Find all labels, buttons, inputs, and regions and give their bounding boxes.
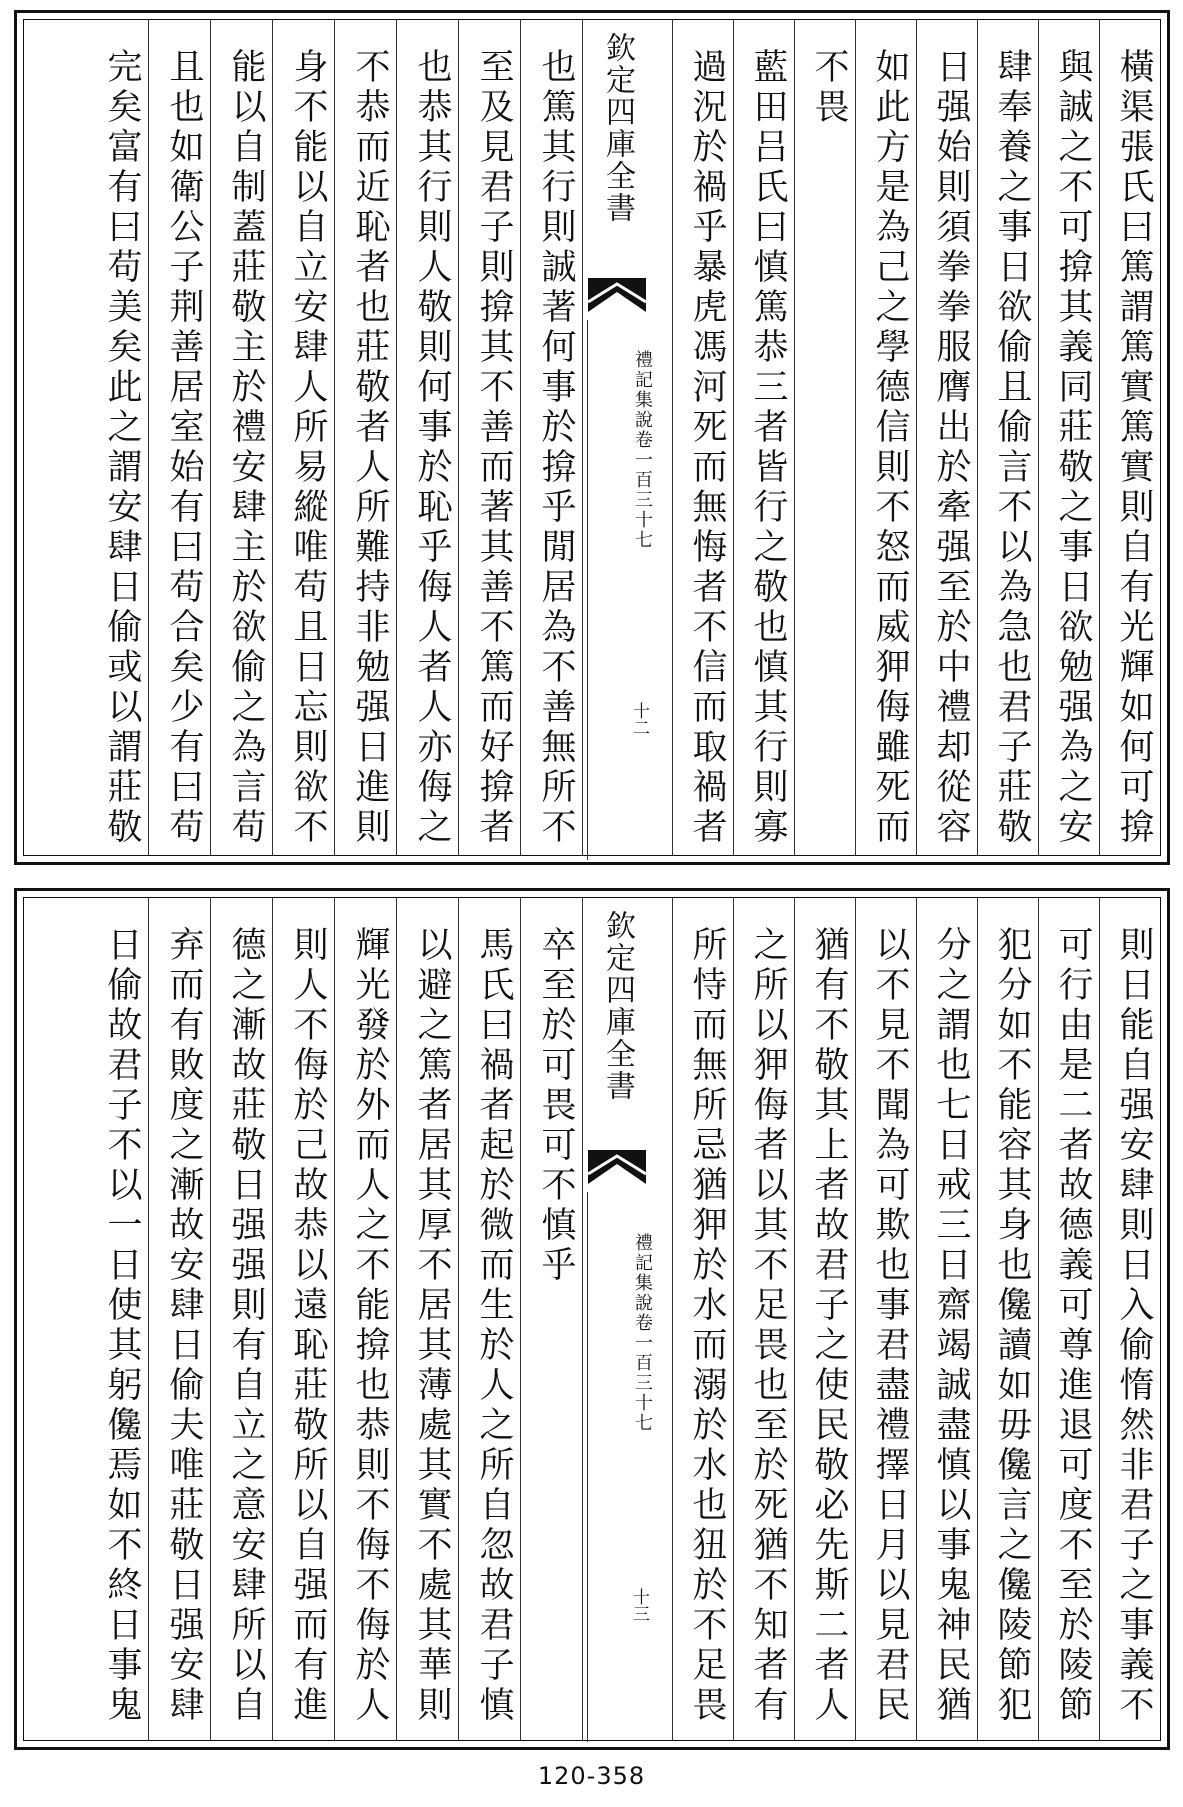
text-column: 至及見君子則揜其不善而著其善不篤而好揜者 xyxy=(458,20,520,855)
volume-label: 禮記集說卷一百三十七 xyxy=(632,350,653,550)
text-column: 也篤其行則誠著何事於揜乎閒居為不善無所不 xyxy=(520,20,582,855)
text-column: 不恭而近恥者也莊敬者人所難持非勉强日進則 xyxy=(334,20,396,855)
text-column: 且也如衛公子荆善居室始有曰苟合矣少有曰苟 xyxy=(148,20,210,855)
text-column: 與誠之不可揜其義同莊敬之事日欲勉强為之安 xyxy=(1038,20,1099,855)
text-column: 完矣富有曰苟美矣此之謂安肆日偷或以謂莊敬 xyxy=(102,48,142,848)
text-column: 弃而有敗度之漸故安肆日偷夫唯莊敬日强安肆 xyxy=(148,898,210,1740)
text-column: 藍田吕氏曰慎篤恭三者皆行之敬也慎其行則寡 xyxy=(733,20,794,855)
text-column: 日偷故君子不以一日使其躬儳焉如不終日事鬼 xyxy=(102,926,142,1726)
text-column: 猶有不敬其上者故君子之使民敬必先斯二者人 xyxy=(794,898,855,1740)
center-fold xyxy=(582,20,672,855)
text-column: 不畏 xyxy=(794,20,855,855)
text-column: 犯分如不能容其身也儳讀如毋儳言之儳陵節犯 xyxy=(977,898,1038,1740)
text-column: 以避之篤者居其厚不居其薄處其實不處其華則 xyxy=(396,898,458,1740)
text-column: 以不見不聞為可欺也事君盡禮擇日月以見君民 xyxy=(855,898,916,1740)
text-column: 輝光發於外而人之不能揜也恭則不侮不侮於人 xyxy=(334,898,396,1740)
text-column: 德之漸故莊敬日强强則有自立之意安肆所以自 xyxy=(210,898,272,1740)
book-title: 欽定四庫全書 xyxy=(600,910,635,1102)
text-column: 馬氏曰禍者起於微而生於人之所自忽故君子慎 xyxy=(458,898,520,1740)
top-page-frame xyxy=(23,19,1161,856)
page-number: 十二 xyxy=(629,702,649,736)
page-number: 十三 xyxy=(629,1588,649,1622)
fold-line xyxy=(587,1192,588,1742)
fish-tail-icon xyxy=(588,1150,646,1184)
bottom-columns xyxy=(24,898,1160,1740)
text-column: 則人不侮於己故恭以遠恥莊敬所以自强而有進 xyxy=(272,898,334,1740)
text-column: 能以自制蓋莊敬主於禮安肆主於欲偷之為言苟 xyxy=(210,20,272,855)
bottom-page-frame xyxy=(23,897,1161,1741)
text-column: 也恭其行則人敬則何事於恥乎侮人者人亦侮之 xyxy=(396,20,458,855)
text-column: 過況於禍乎暴虎馮河死而無悔者不信而取禍者 xyxy=(672,20,733,855)
text-column: 如此方是為己之學德信則不怒而威狎侮雖死而 xyxy=(855,20,916,855)
fold-line xyxy=(587,320,588,860)
text-column: 日强始則須拳拳服膺出於牽强至於中禮却從容 xyxy=(916,20,977,855)
center-fold xyxy=(582,898,672,1740)
text-column: 所恃而無所忌猶狎於水而溺於水也狃於不足畏 xyxy=(672,898,733,1740)
top-columns xyxy=(24,20,1160,855)
page-code: 120-358 xyxy=(537,1762,646,1790)
book-title: 欽定四庫全書 xyxy=(600,32,635,224)
text-column: 卒至於可畏可不慎乎 xyxy=(520,898,582,1740)
text-column: 橫渠張氏曰篤謂篤實篤實則自有光輝如何可揜 xyxy=(1099,20,1160,855)
top-page xyxy=(14,10,1170,865)
text-column: 肆奉養之事日欲偷且偷言不以為急也君子莊敬 xyxy=(977,20,1038,855)
fish-tail-icon xyxy=(588,278,646,312)
text-column: 之所以狎侮者以其不足畏也至於死猶不知者有 xyxy=(733,898,794,1740)
volume-label: 禮記集說卷一百三十七 xyxy=(632,1233,653,1433)
text-column: 分之謂也七日戒三日齋竭誠盡慎以事鬼神民猶 xyxy=(916,898,977,1740)
bottom-page xyxy=(14,888,1170,1750)
text-column: 可行由是二者故德義可尊進退可度不至於陵節 xyxy=(1038,898,1099,1740)
text-column: 則日能自强安肆則日入偷惰然非君子之事義不 xyxy=(1099,898,1160,1740)
text-column: 身不能以自立安肆人所易縱唯苟且日忘則欲不 xyxy=(272,20,334,855)
